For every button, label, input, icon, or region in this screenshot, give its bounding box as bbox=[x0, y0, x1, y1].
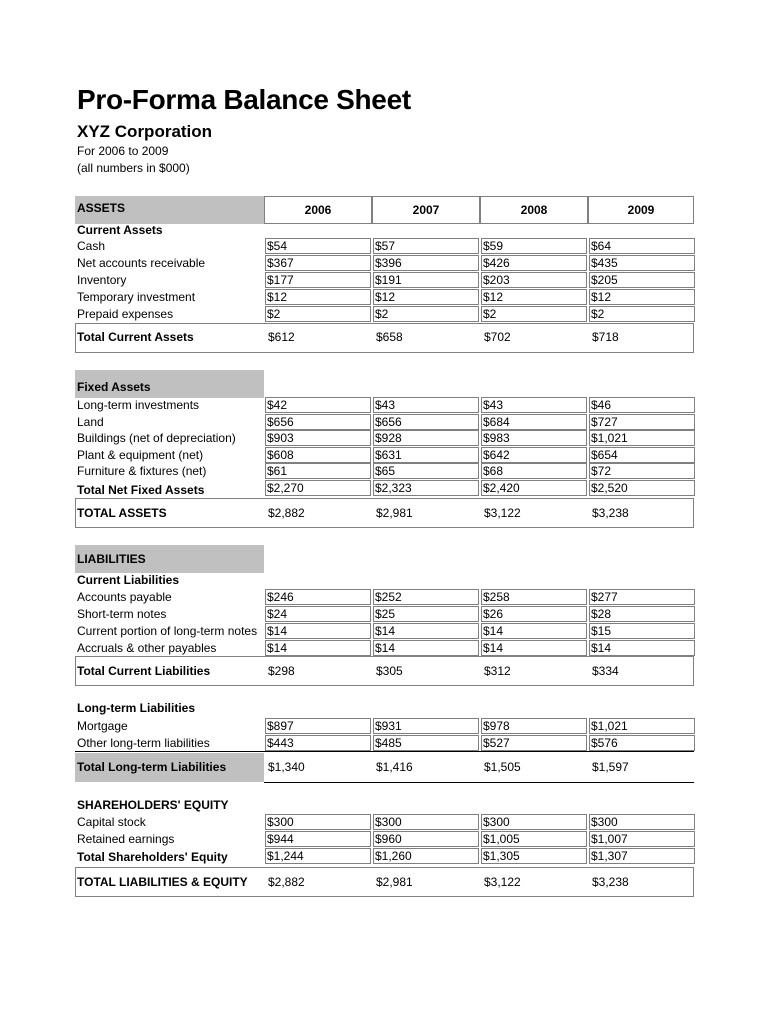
total-current-assets-value: $718 bbox=[592, 330, 619, 344]
fixed-value-cell: $654 bbox=[589, 447, 695, 463]
longterm-liabilities-heading: Long-term Liabilities bbox=[77, 701, 196, 715]
year-header: 2008 bbox=[480, 196, 588, 224]
liability-value-cell: $14 bbox=[265, 623, 371, 639]
total-assets-value: $2,882 bbox=[268, 506, 305, 520]
equity-value-cell: $1,005 bbox=[481, 831, 587, 847]
equity-value-cell: $300 bbox=[589, 814, 695, 830]
year-header: 2009 bbox=[588, 196, 694, 224]
asset-value-cell: $12 bbox=[373, 289, 479, 305]
liability-value-cell: $26 bbox=[481, 606, 587, 622]
total-equity-value-cell: $1,307 bbox=[589, 848, 695, 864]
fixed-value-cell: $42 bbox=[265, 397, 371, 413]
liability-value-cell: $15 bbox=[589, 623, 695, 639]
longterm-row-label: Other long-term liabilities bbox=[77, 736, 210, 750]
total-current-liabilities-label: Total Current Liabilities bbox=[77, 664, 211, 678]
asset-row-label: Cash bbox=[77, 239, 106, 253]
fixed-row-label: Land bbox=[77, 414, 104, 429]
fixed-row-label: Furniture & fixtures (net) bbox=[77, 464, 207, 478]
asset-value-cell: $2 bbox=[481, 306, 587, 322]
total-liabilities-equity-value: $2,882 bbox=[268, 875, 305, 889]
fixed-value-cell: $65 bbox=[373, 463, 479, 479]
asset-value-cell: $54 bbox=[265, 238, 371, 254]
total-assets-value: $2,981 bbox=[376, 506, 413, 520]
total-longterm-liabilities-value: $1,597 bbox=[592, 760, 629, 774]
longterm-value-cell: $897 bbox=[265, 718, 371, 734]
asset-value-cell: $12 bbox=[481, 289, 587, 305]
longterm-value-cell: $576 bbox=[589, 735, 695, 751]
asset-value-cell: $367 bbox=[265, 255, 371, 271]
total-liabilities-equity-value: $3,238 bbox=[592, 875, 629, 889]
total-liabilities-equity-value: $2,981 bbox=[376, 875, 413, 889]
longterm-value-cell: $931 bbox=[373, 718, 479, 734]
fixed-value-cell: $928 bbox=[373, 430, 479, 446]
asset-row-label: Prepaid expenses bbox=[77, 307, 174, 321]
total-assets-value: $3,238 bbox=[592, 506, 629, 520]
equity-heading: SHAREHOLDERS' EQUITY bbox=[77, 798, 229, 812]
total-equity-value-cell: $1,244 bbox=[265, 848, 371, 864]
assets-heading: ASSETS bbox=[77, 201, 126, 215]
liability-value-cell: $14 bbox=[373, 640, 479, 656]
fixed-row-label: Plant & equipment (net) bbox=[77, 447, 204, 462]
longterm-value-cell: $485 bbox=[373, 735, 479, 751]
fixed-value-cell: $656 bbox=[265, 414, 371, 430]
fixed-value-cell: $727 bbox=[589, 414, 695, 430]
year-header: 2006 bbox=[264, 196, 372, 224]
longterm-value-cell: $1,021 bbox=[589, 718, 695, 734]
equity-value-cell: $300 bbox=[481, 814, 587, 830]
fixed-value-cell: $46 bbox=[589, 397, 695, 413]
fixed-row-label: Long-term investments bbox=[77, 398, 200, 412]
fixed-value-cell: $642 bbox=[481, 447, 587, 463]
total-current-liabilities-value: $298 bbox=[268, 664, 295, 678]
fixed-value-cell: $68 bbox=[481, 463, 587, 479]
page-title: Pro-Forma Balance Sheet bbox=[77, 84, 411, 115]
current-assets-heading: Current Assets bbox=[77, 223, 163, 237]
equity-value-cell: $1,007 bbox=[589, 831, 695, 847]
equity-value-cell: $300 bbox=[265, 814, 371, 830]
period-note: For 2006 to 2009 bbox=[77, 144, 169, 158]
liabilities-heading: LIABILITIES bbox=[77, 552, 146, 566]
asset-value-cell: $191 bbox=[373, 272, 479, 288]
fixed-value-cell: $983 bbox=[481, 430, 587, 446]
fixed-value-cell: $903 bbox=[265, 430, 371, 446]
fixed-value-cell: $72 bbox=[589, 463, 695, 479]
fixed-assets-heading: Fixed Assets bbox=[77, 380, 151, 394]
liability-value-cell: $258 bbox=[481, 589, 587, 605]
equity-value-cell: $944 bbox=[265, 831, 371, 847]
units-note: (all numbers in $000) bbox=[77, 161, 190, 175]
fixed-value-cell: $61 bbox=[265, 463, 371, 479]
current-liabilities-heading: Current Liabilities bbox=[77, 573, 180, 587]
fixed-value-cell: $608 bbox=[265, 447, 371, 463]
equity-value-cell: $300 bbox=[373, 814, 479, 830]
asset-value-cell: $64 bbox=[589, 238, 695, 254]
asset-value-cell: $435 bbox=[589, 255, 695, 271]
asset-value-cell: $205 bbox=[589, 272, 695, 288]
fixed-value-cell: $656 bbox=[373, 414, 479, 430]
asset-value-cell: $2 bbox=[265, 306, 371, 322]
total-longterm-liabilities-label: Total Long-term Liabilities bbox=[77, 760, 227, 774]
longterm-value-cell: $443 bbox=[265, 735, 371, 751]
asset-row-label: Inventory bbox=[77, 273, 127, 287]
total-equity-value-cell: $1,305 bbox=[481, 848, 587, 864]
total-current-liabilities-value: $312 bbox=[484, 664, 511, 678]
total-longterm-liabilities-value: $1,505 bbox=[484, 760, 521, 774]
total-liabilities-equity-value: $3,122 bbox=[484, 875, 521, 889]
asset-value-cell: $2 bbox=[373, 306, 479, 322]
longterm-value-cell: $978 bbox=[481, 718, 587, 734]
total-longterm-liabilities-value: $1,340 bbox=[268, 760, 305, 774]
liability-value-cell: $277 bbox=[589, 589, 695, 605]
asset-value-cell: $426 bbox=[481, 255, 587, 271]
liability-value-cell: $246 bbox=[265, 589, 371, 605]
total-fixed-value-cell: $2,323 bbox=[373, 480, 479, 496]
asset-value-cell: $57 bbox=[373, 238, 479, 254]
total-current-liabilities-value: $305 bbox=[376, 664, 403, 678]
asset-value-cell: $396 bbox=[373, 255, 479, 271]
year-header: 2007 bbox=[372, 196, 480, 224]
total-fixed-value-cell: $2,520 bbox=[589, 480, 695, 496]
total-equity-label: Total Shareholders' Equity bbox=[77, 850, 228, 864]
asset-value-cell: $12 bbox=[265, 289, 371, 305]
equity-value-cell: $960 bbox=[373, 831, 479, 847]
liability-row-label: Current portion of long-term notes bbox=[77, 624, 258, 638]
liability-row-label: Short-term notes bbox=[77, 607, 167, 621]
liability-value-cell: $28 bbox=[589, 606, 695, 622]
total-current-assets-label: Total Current Assets bbox=[77, 330, 194, 344]
equity-row-label: Retained earnings bbox=[77, 832, 175, 846]
total-assets-value: $3,122 bbox=[484, 506, 521, 520]
asset-row-label: Net accounts receivable bbox=[77, 256, 206, 270]
fixed-value-cell: $1,021 bbox=[589, 430, 695, 446]
total-liabilities-equity-label: TOTAL LIABILITIES & EQUITY bbox=[77, 875, 248, 889]
rule-line bbox=[264, 782, 694, 783]
asset-value-cell: $203 bbox=[481, 272, 587, 288]
asset-value-cell: $2 bbox=[589, 306, 695, 322]
total-current-assets-value: $612 bbox=[268, 330, 295, 344]
longterm-value-cell: $527 bbox=[481, 735, 587, 751]
liability-value-cell: $14 bbox=[481, 640, 587, 656]
rule-line bbox=[75, 751, 694, 752]
total-longterm-liabilities-value: $1,416 bbox=[376, 760, 413, 774]
liability-value-cell: $14 bbox=[373, 623, 479, 639]
asset-row-label: Temporary investment bbox=[77, 290, 196, 304]
fixed-value-cell: $43 bbox=[373, 397, 479, 413]
company-name: XYZ Corporation bbox=[77, 122, 213, 141]
total-assets-label: TOTAL ASSETS bbox=[77, 506, 167, 520]
liability-value-cell: $252 bbox=[373, 589, 479, 605]
liability-value-cell: $24 bbox=[265, 606, 371, 622]
liability-value-cell: $14 bbox=[589, 640, 695, 656]
liability-value-cell: $25 bbox=[373, 606, 479, 622]
liability-value-cell: $14 bbox=[481, 623, 587, 639]
total-current-liabilities-value: $334 bbox=[592, 664, 619, 678]
total-equity-value-cell: $1,260 bbox=[373, 848, 479, 864]
fixed-value-cell: $43 bbox=[481, 397, 587, 413]
liability-row-label: Accruals & other payables bbox=[77, 641, 217, 655]
fixed-value-cell: $684 bbox=[481, 414, 587, 430]
total-fixed-value-cell: $2,270 bbox=[265, 480, 371, 496]
equity-row-label: Capital stock bbox=[77, 815, 146, 829]
fixed-row-label: Buildings (net of depreciation) bbox=[77, 431, 236, 445]
liability-value-cell: $14 bbox=[265, 640, 371, 656]
longterm-row-label: Mortgage bbox=[77, 719, 128, 733]
total-fixed-value-cell: $2,420 bbox=[481, 480, 587, 496]
asset-value-cell: $177 bbox=[265, 272, 371, 288]
liability-row-label: Accounts payable bbox=[77, 590, 172, 604]
fixed-value-cell: $631 bbox=[373, 447, 479, 463]
total-fixed-assets-label: Total Net Fixed Assets bbox=[77, 483, 205, 497]
total-current-assets-value: $702 bbox=[484, 330, 511, 344]
asset-value-cell: $12 bbox=[589, 289, 695, 305]
total-current-assets-value: $658 bbox=[376, 330, 403, 344]
asset-value-cell: $59 bbox=[481, 238, 587, 254]
